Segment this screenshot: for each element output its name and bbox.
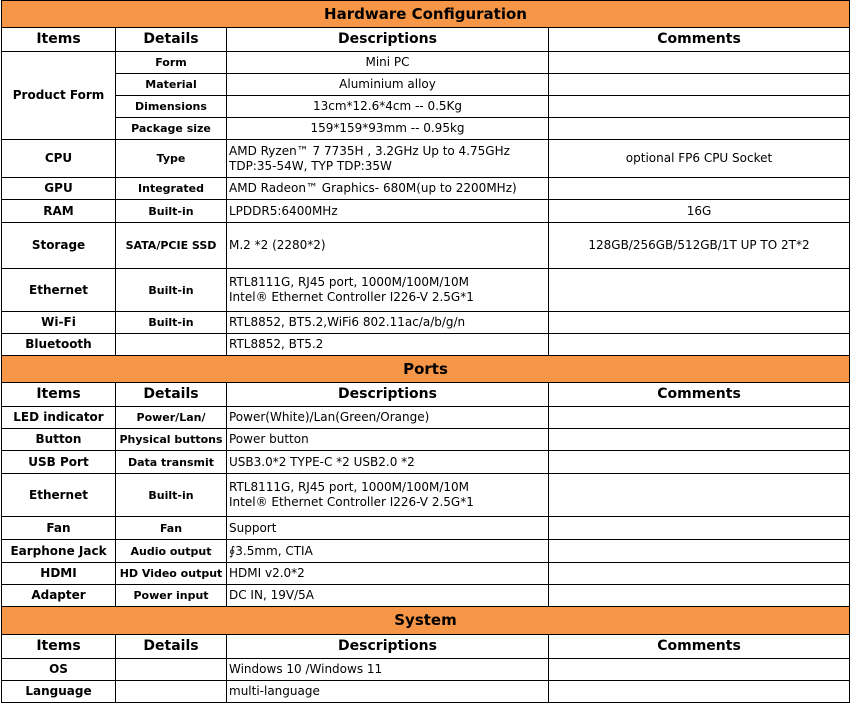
description-cell: USB3.0*2 TYPE-C *2 USB2.0 *2 bbox=[227, 451, 549, 474]
description-cell: 13cm*12.6*4cm -- 0.5Kg bbox=[227, 96, 549, 118]
detail-cell: Package size bbox=[116, 118, 227, 140]
detail-cell: Built-in bbox=[116, 200, 227, 223]
table-row bbox=[2, 451, 850, 474]
comment-cell bbox=[549, 585, 850, 607]
spec-table bbox=[1, 0, 850, 703]
header-row bbox=[2, 635, 850, 659]
description-line: RTL8111G, RJ45 port, 1000M/100M/10M bbox=[229, 275, 469, 289]
detail-cell: SATA/PCIE SSD bbox=[116, 223, 227, 269]
section-title-hardware: Hardware Configuration bbox=[2, 1, 850, 28]
table-row bbox=[2, 407, 850, 429]
description-cell: ∮3.5mm, CTIA bbox=[227, 540, 549, 563]
detail-cell: Material bbox=[116, 74, 227, 96]
item-usb-port: USB Port bbox=[2, 451, 116, 474]
table-row bbox=[2, 585, 850, 607]
comment-cell bbox=[549, 681, 850, 703]
table-row bbox=[2, 200, 850, 223]
description-cell: Aluminium alloy bbox=[227, 74, 549, 96]
description-cell: Power button bbox=[227, 429, 549, 451]
comment-cell bbox=[549, 659, 850, 681]
description-cell: LPDDR5:6400MHz bbox=[227, 200, 549, 223]
comment-cell bbox=[549, 118, 850, 140]
table-row bbox=[2, 223, 850, 269]
detail-cell: Power input bbox=[116, 585, 227, 607]
table-row bbox=[2, 429, 850, 451]
header-details: Details bbox=[116, 28, 227, 52]
description-cell: Support bbox=[227, 517, 549, 540]
table-row bbox=[2, 52, 850, 74]
description-cell: Power(White)/Lan(Green/Orange) bbox=[227, 407, 549, 429]
table-row bbox=[2, 118, 850, 140]
header-items: Items bbox=[2, 383, 116, 407]
detail-cell: Dimensions bbox=[116, 96, 227, 118]
header-comments: Comments bbox=[549, 383, 850, 407]
header-items: Items bbox=[2, 28, 116, 52]
description-cell: 159*159*93mm -- 0.95kg bbox=[227, 118, 549, 140]
header-row bbox=[2, 383, 850, 407]
table-row bbox=[2, 178, 850, 200]
item-cpu: CPU bbox=[2, 140, 116, 178]
detail-cell bbox=[116, 659, 227, 681]
detail-cell: Fan bbox=[116, 517, 227, 540]
header-descriptions: Descriptions bbox=[227, 28, 549, 52]
table-row bbox=[2, 563, 850, 585]
comment-cell bbox=[549, 178, 850, 200]
item-button: Button bbox=[2, 429, 116, 451]
comment-cell: 128GB/256GB/512GB/1T UP TO 2T*2 bbox=[549, 223, 850, 269]
detail-cell: Built-in bbox=[116, 269, 227, 312]
comment-cell bbox=[549, 517, 850, 540]
detail-cell bbox=[116, 334, 227, 356]
description-cell bbox=[227, 474, 549, 517]
item-fan: Fan bbox=[2, 517, 116, 540]
section-row-system bbox=[2, 607, 850, 635]
section-title-ports: Ports bbox=[2, 356, 850, 383]
description-cell: multi-language bbox=[227, 681, 549, 703]
comment-cell bbox=[549, 407, 850, 429]
description-cell: Windows 10 /Windows 11 bbox=[227, 659, 549, 681]
table-row bbox=[2, 681, 850, 703]
header-comments: Comments bbox=[549, 28, 850, 52]
comment-cell bbox=[549, 74, 850, 96]
comment-cell bbox=[549, 312, 850, 334]
section-row-ports bbox=[2, 356, 850, 383]
comment-cell bbox=[549, 334, 850, 356]
item-product-form: Product Form bbox=[2, 52, 116, 140]
header-details: Details bbox=[116, 635, 227, 659]
detail-cell: HD Video output bbox=[116, 563, 227, 585]
detail-cell: Data transmit bbox=[116, 451, 227, 474]
description-cell: M.2 *2 (2280*2) bbox=[227, 223, 549, 269]
detail-cell: Built-in bbox=[116, 474, 227, 517]
table-row bbox=[2, 269, 850, 312]
detail-cell: Audio output bbox=[116, 540, 227, 563]
comment-cell: optional FP6 CPU Socket bbox=[549, 140, 850, 178]
comment-cell bbox=[549, 563, 850, 585]
item-ram: RAM bbox=[2, 200, 116, 223]
item-gpu: GPU bbox=[2, 178, 116, 200]
comment-cell: 16G bbox=[549, 200, 850, 223]
item-ethernet: Ethernet bbox=[2, 474, 116, 517]
description-cell: HDMI v2.0*2 bbox=[227, 563, 549, 585]
description-line: Intel® Ethernet Controller I226-V 2.5G*1 bbox=[229, 495, 474, 509]
item-bluetooth: Bluetooth bbox=[2, 334, 116, 356]
comment-cell bbox=[549, 52, 850, 74]
header-row bbox=[2, 28, 850, 52]
description-cell: RTL8852, BT5.2,WiFi6 802.11ac/a/b/g/n bbox=[227, 312, 549, 334]
comment-cell bbox=[549, 269, 850, 312]
description-line: TDP:35-54W, TYP TDP:35W bbox=[229, 158, 392, 173]
item-earphone-jack: Earphone Jack bbox=[2, 540, 116, 563]
description-line: Intel® Ethernet Controller I226-V 2.5G*1 bbox=[229, 290, 474, 304]
description-cell: Mini PC bbox=[227, 52, 549, 74]
item-storage: Storage bbox=[2, 223, 116, 269]
description-line: RTL8111G, RJ45 port, 1000M/100M/10M bbox=[229, 480, 469, 494]
section-title-system: System bbox=[2, 607, 850, 635]
header-items: Items bbox=[2, 635, 116, 659]
item-os: OS bbox=[2, 659, 116, 681]
item-wifi: Wi-Fi bbox=[2, 312, 116, 334]
detail-cell: Type bbox=[116, 140, 227, 178]
detail-cell: Power/Lan/ bbox=[116, 407, 227, 429]
detail-cell: Physical buttons bbox=[116, 429, 227, 451]
comment-cell bbox=[549, 474, 850, 517]
table-row bbox=[2, 517, 850, 540]
header-comments: Comments bbox=[549, 635, 850, 659]
table-row bbox=[2, 96, 850, 118]
detail-cell: Integrated bbox=[116, 178, 227, 200]
detail-cell: Built-in bbox=[116, 312, 227, 334]
table-row bbox=[2, 474, 850, 517]
table-row bbox=[2, 540, 850, 563]
description-cell bbox=[227, 140, 549, 178]
table-row bbox=[2, 334, 850, 356]
header-descriptions: Descriptions bbox=[227, 383, 549, 407]
item-ethernet: Ethernet bbox=[2, 269, 116, 312]
comment-cell bbox=[549, 540, 850, 563]
item-led-indicator: LED indicator bbox=[2, 407, 116, 429]
header-descriptions: Descriptions bbox=[227, 635, 549, 659]
description-cell bbox=[227, 269, 549, 312]
table-row bbox=[2, 659, 850, 681]
comment-cell bbox=[549, 451, 850, 474]
item-adapter: Adapter bbox=[2, 585, 116, 607]
header-details: Details bbox=[116, 383, 227, 407]
comment-cell bbox=[549, 429, 850, 451]
table-row bbox=[2, 74, 850, 96]
table-row bbox=[2, 312, 850, 334]
detail-cell: Form bbox=[116, 52, 227, 74]
description-line: AMD Ryzen™ 7 7735H , 3.2GHz Up to 4.75GHz bbox=[229, 143, 510, 158]
item-hdmi: HDMI bbox=[2, 563, 116, 585]
section-row-hardware bbox=[2, 1, 850, 28]
table-row bbox=[2, 140, 850, 178]
description-cell: RTL8852, BT5.2 bbox=[227, 334, 549, 356]
description-cell: AMD Radeon™ Graphics- 680M(up to 2200MHz) bbox=[227, 178, 549, 200]
description-cell: DC IN, 19V/5A bbox=[227, 585, 549, 607]
item-language: Language bbox=[2, 681, 116, 703]
comment-cell bbox=[549, 96, 850, 118]
detail-cell bbox=[116, 681, 227, 703]
